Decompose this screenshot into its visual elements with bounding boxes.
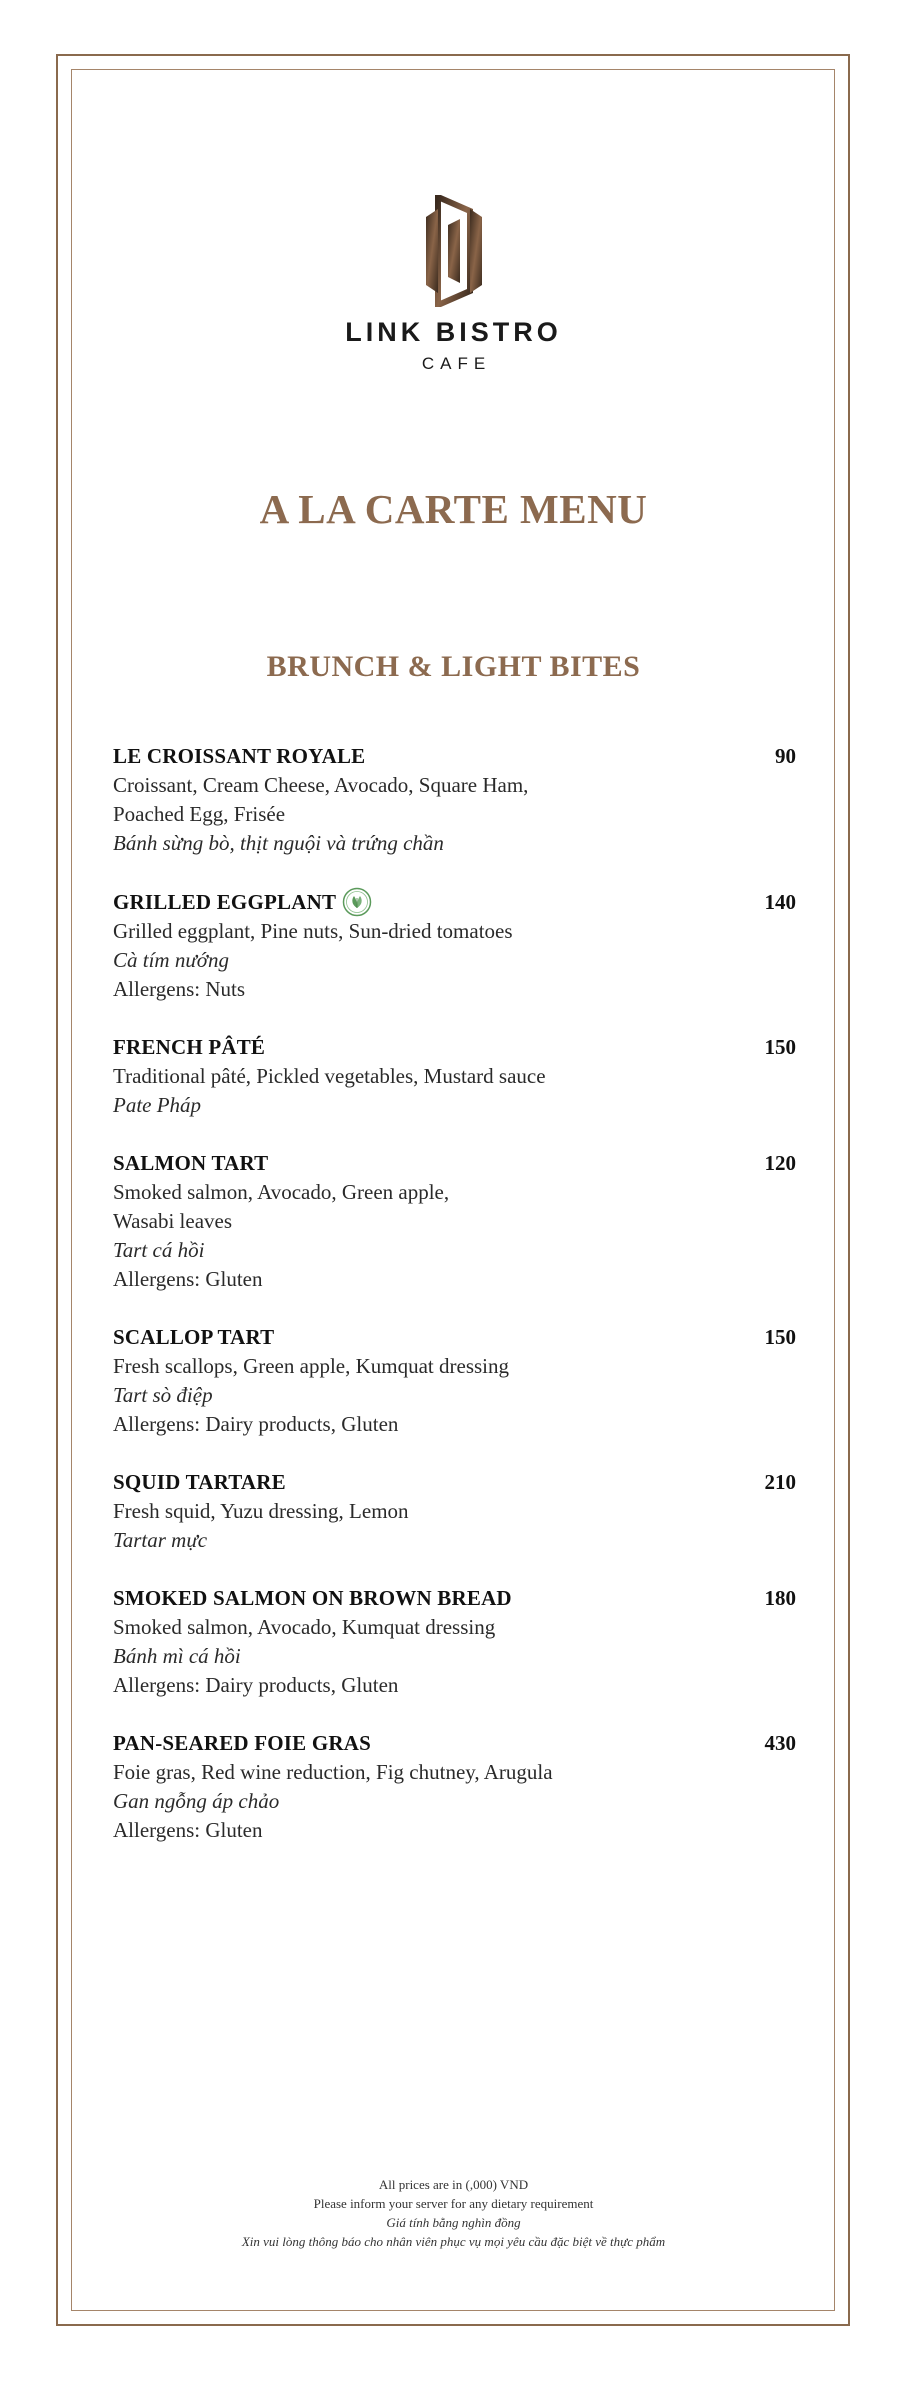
- item-name: PAN-SEARED FOIE GRAS: [113, 1731, 371, 1755]
- menu-item: [113, 887, 796, 1004]
- item-description: Croissant, Cream Cheese, Avocado, Square Ham,: [113, 773, 529, 797]
- link-bistro-monogram-icon: [424, 195, 484, 307]
- menu-title: A LA CARTE MENU: [259, 486, 648, 532]
- item-name: FRENCH PÂTÉ: [113, 1035, 266, 1059]
- menu-item: [113, 1033, 796, 1120]
- menu-items: [113, 742, 796, 1874]
- item-name: GRILLED EGGPLANT: [113, 889, 337, 914]
- footer-dietary-note: Please inform your server for any dietary requirement: [313, 2196, 594, 2211]
- item-vietnamese-name: Bánh mì cá hồi: [113, 1644, 241, 1668]
- item-price: 90: [775, 744, 796, 768]
- item-name: LE CROISSANT ROYALE: [113, 744, 366, 768]
- section-title: BRUNCH & LIGHT BITES: [266, 650, 641, 683]
- item-price: 150: [764, 1035, 796, 1059]
- item-description: Smoked salmon, Avocado, Green apple,: [113, 1180, 450, 1204]
- item-allergens: Allergens: Dairy products, Gluten: [113, 1412, 399, 1436]
- item-price: 140: [764, 889, 796, 914]
- item-description: Smoked salmon, Avocado, Kumquat dressing: [113, 1615, 496, 1639]
- item-description: Grilled eggplant, Pine nuts, Sun-dried tomatoes: [113, 919, 513, 943]
- item-vietnamese-name: Pate Pháp: [113, 1093, 202, 1117]
- brand-sub: CAFE: [421, 354, 492, 373]
- item-price: 210: [764, 1470, 796, 1494]
- item-description: Fresh scallops, Green apple, Kumquat dressing: [113, 1354, 509, 1378]
- item-name: SALMON TART: [113, 1151, 269, 1175]
- item-vietnamese-name: Cà tím nướng: [113, 948, 230, 972]
- menu-item: [113, 1468, 796, 1555]
- item-price: 180: [764, 1586, 796, 1610]
- menu-item: [113, 1584, 796, 1700]
- item-price: 120: [764, 1151, 796, 1175]
- item-description: Poached Egg, Frisée: [113, 802, 286, 826]
- item-allergens: Allergens: Gluten: [113, 1818, 263, 1842]
- item-price: 430: [764, 1731, 796, 1755]
- item-price: 150: [764, 1325, 796, 1349]
- menu-item: [113, 1149, 796, 1294]
- footer-notes: [0, 2175, 907, 2251]
- brand-name: LINK BISTRO: [345, 317, 562, 347]
- logo: [0, 195, 907, 374]
- item-vietnamese-name: Tartar mực: [113, 1528, 208, 1552]
- item-name: SMOKED SALMON ON BROWN BREAD: [113, 1586, 512, 1610]
- item-allergens: Allergens: Gluten: [113, 1267, 263, 1291]
- item-allergens: Allergens: Nuts: [113, 977, 246, 1001]
- item-description: Foie gras, Red wine reduction, Fig chutney, Arugula: [113, 1760, 553, 1784]
- menu-item: [113, 1729, 796, 1845]
- menu-item: [113, 1323, 796, 1439]
- item-name: SCALLOP TART: [113, 1325, 275, 1349]
- item-allergens: Allergens: Dairy products, Gluten: [113, 1673, 399, 1697]
- item-vietnamese-name: Tart sò điệp: [113, 1383, 213, 1407]
- item-description: Fresh squid, Yuzu dressing, Lemon: [113, 1499, 409, 1523]
- item-description: Traditional pâté, Pickled vegetables, Mustard sauce: [113, 1064, 546, 1088]
- item-vietnamese-name: Bánh sừng bò, thịt nguội và trứng chần: [113, 831, 444, 855]
- footer-dietary-note-vietnamese: Xin vui lòng thông báo cho nhân viên phục vụ mọi yêu cầu đặc biệt về thực phẩm: [241, 2234, 666, 2249]
- footer-prices-note-vietnamese: Giá tính bằng nghìn đồng: [386, 2215, 521, 2230]
- item-name-wrap: [113, 887, 372, 917]
- item-description: Wasabi leaves: [113, 1209, 233, 1233]
- item-vietnamese-name: Gan ngỗng áp chảo: [113, 1789, 280, 1813]
- item-name: SQUID TARTARE: [113, 1470, 286, 1494]
- menu-item: [113, 742, 796, 858]
- item-vietnamese-name: Tart cá hồi: [113, 1238, 205, 1262]
- vegetarian-leaf-icon: [342, 887, 372, 917]
- footer-prices-note: All prices are in (,000) VND: [378, 2177, 529, 2192]
